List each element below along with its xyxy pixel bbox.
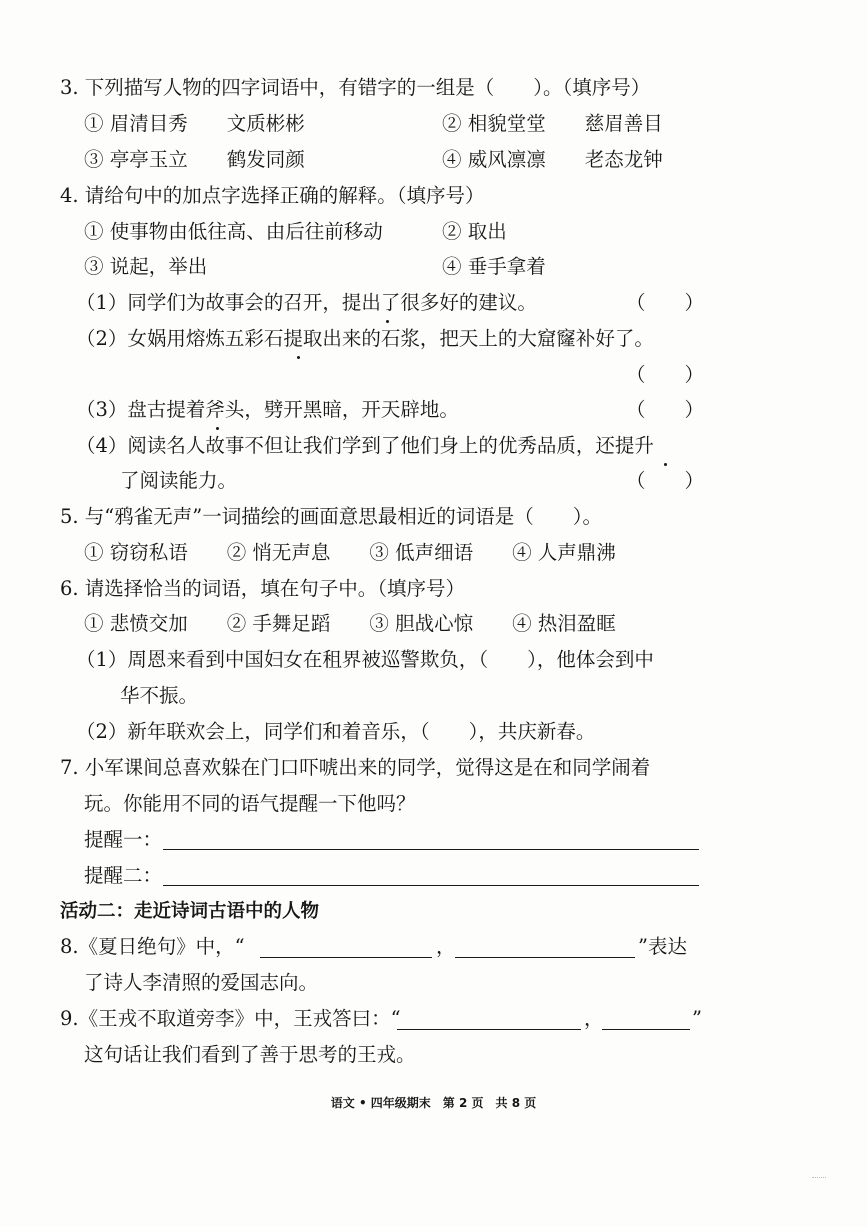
q6-sentence-1: （1）周恩来看到中国妇女在租界被巡警欺负，（ ），他体会到中 (76, 648, 654, 671)
q4-sentence-1: （1）同学们为故事会的召开，提出了很多好的建议。 (76, 291, 537, 314)
q3-stem: 3. 下列描写人物的四字词语中，有错字的一组是（ ）。（填序号） (60, 76, 651, 99)
q4-sentence-4: （4）阅读名人故事不但让我们学到了他们身上的优秀品质，还提升 (76, 434, 654, 457)
q3-option-1: ① 眉清目秀 文质彬彬 (84, 112, 305, 135)
q3-option-3: ③ 亭亭玉立 鹤发同颜 (84, 148, 305, 171)
q7-reminder-2-label: 提醒二： (84, 864, 163, 887)
q4-answer-2[interactable]: （ ） (626, 363, 705, 386)
q4-option-4: ④ 垂手拿着 (442, 255, 546, 278)
q4-sentence-2: （2）女娲用熔炼五彩石提取出来的石浆，把天上的大窟窿补好了。 (76, 327, 654, 350)
scan-mark (812, 1177, 826, 1178)
q8-comma: ， (436, 935, 456, 958)
q4-sentence-3: （3）盘古提着斧头，劈开黑暗，开天辟地。 (76, 398, 459, 421)
q8-stem-cont: 了诗人李清照的爱国志向。 (84, 971, 319, 994)
q4-option-2: ② 取出 (442, 220, 507, 243)
q4-stem: 4. 请给句中的加点字选择正确的解释。（填序号） (60, 184, 485, 207)
q8-blank-1[interactable] (260, 957, 432, 958)
section-heading: 活动二：走近诗词古语中的人物 (60, 901, 320, 922)
q4-answer-3[interactable]: （ ） (626, 398, 705, 421)
q9-stem: 9.《王戎不取道旁李》中，王戎答曰：“ (60, 1007, 401, 1030)
q4-answer-1[interactable]: （ ） (626, 291, 705, 314)
q4-answer-4[interactable]: （ ） (626, 469, 705, 492)
q9-stem-cont: 这句话让我们看到了善于思考的王戎。 (84, 1043, 416, 1066)
q8-blank-2[interactable] (455, 957, 635, 958)
emphasis-dot (664, 463, 667, 466)
q4-sentence-4-cont: 了阅读能力。 (120, 469, 238, 492)
q5-stem: 5. 与“鸦雀无声”一词描绘的画面意思最相近的词语是（ ）。 (60, 505, 602, 528)
q7-reminder-1-blank[interactable] (163, 849, 699, 850)
q6-sentence-1-cont: 华不振。 (120, 684, 199, 707)
q5-options: ① 窃窃私语 ② 悄无声息 ③ 低声细语 ④ 人声鼎沸 (84, 541, 616, 564)
q7-stem: 7. 小军课间总喜欢躲在门口吓唬出来的同学，觉得这是在和同学闹着 (60, 756, 651, 779)
q7-stem-cont: 玩。你能用不同的语气提醒一下他吗？ (84, 792, 416, 815)
q9-blank-2[interactable] (602, 1029, 690, 1030)
q9-blank-1[interactable] (397, 1029, 581, 1030)
emphasis-dot (297, 356, 300, 359)
q3-option-4: ④ 威风凛凛 老态龙钟 (442, 148, 663, 171)
emphasis-dot (386, 320, 389, 323)
page-footer: 语文 • 四年级期末 第 2 页 共 8 页 (330, 1096, 537, 1110)
q3-option-2: ② 相貌堂堂 慈眉善目 (442, 112, 663, 135)
q8-post: ”表达 (638, 935, 687, 958)
q4-option-1: ① 使事物由低往高、由后往前移动 (84, 220, 383, 243)
q7-reminder-2-blank[interactable] (163, 885, 699, 886)
q6-options: ① 悲愤交加 ② 手舞足蹈 ③ 胆战心惊 ④ 热泪盈眶 (84, 612, 616, 635)
q6-sentence-2: （2）新年联欢会上，同学们和着音乐，（ ），共庆新春。 (76, 720, 596, 743)
q8-stem: 8.《夏日绝句》中，“ (60, 935, 245, 958)
q9-close-quote: ” (692, 1007, 702, 1030)
q9-comma: ， (584, 1007, 604, 1030)
emphasis-dot (216, 427, 219, 430)
q6-stem: 6. 请选择恰当的词语，填在句子中。（填序号） (60, 577, 466, 600)
q4-option-3: ③ 说起，举出 (84, 255, 208, 278)
q7-reminder-1-label: 提醒一： (84, 828, 163, 851)
